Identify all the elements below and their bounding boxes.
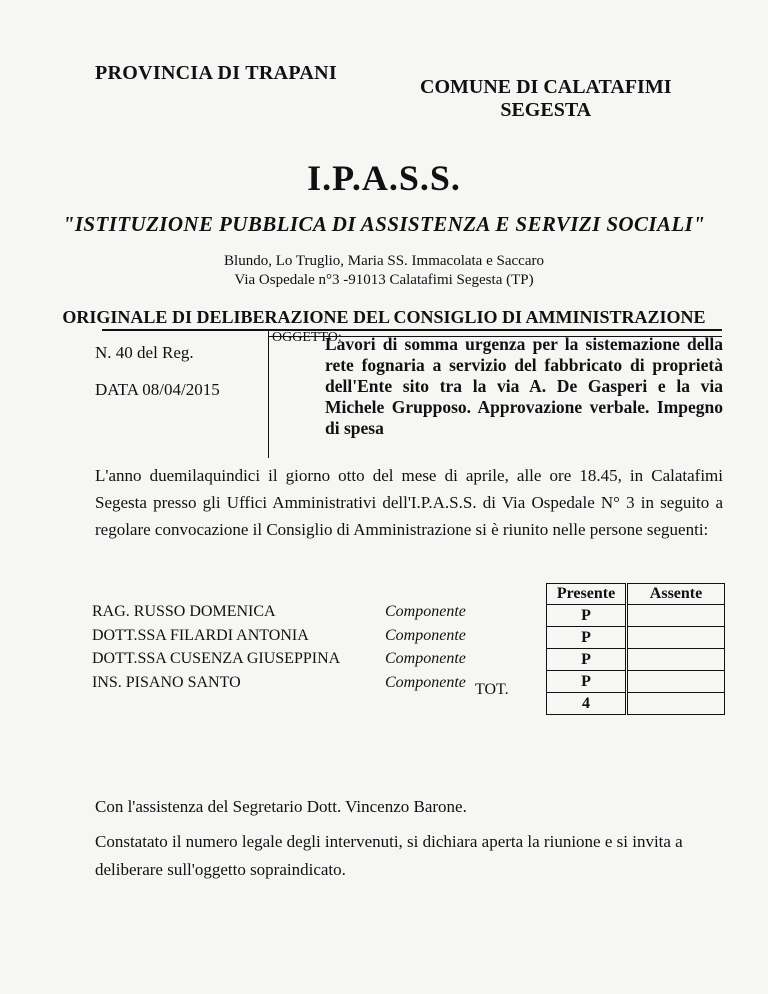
oggetto-label: OGGETTO: [272,330,342,345]
member-role: Componente [385,626,466,644]
intro-paragraph: L'anno duemilaquindici il giorno otto del mese di aprile, alle ore 18.45, in Calatafimi Segesta presso gli Uffici Amministrativi dell'I.P.A.S.S. di Via Ospedale N° 3 in seguito a regolare convocazione il Consiglio di Amministrazione si è riunito nelle persone seguenti: [95,466,723,539]
assistance-line: Con l'assistenza del Segretario Dott. Vincenzo Barone. [95,797,467,816]
member-role: Componente [385,673,466,691]
present-total: 4 [547,693,626,715]
registration-number: N. 40 del Reg. [95,343,194,362]
deliberation-date: DATA 08/04/2015 [95,380,220,399]
member-name: DOTT.SSA CUSENZA GIUSEPPINA [92,650,341,667]
heading-rule [102,329,722,331]
address-line2: Via Ospedale n°3 -91013 Calatafimi Segesta (TP) [234,272,534,288]
present-cell: P [547,649,626,671]
absent-cell [628,671,725,693]
document-title: I.P.A.S.S. [307,158,461,198]
absent-header: Assente [628,584,725,605]
member-name: INS. PISANO SANTO [92,673,241,691]
original-heading: ORIGINALE DI DELIBERAZIONE DEL CONSIGLIO DI AMMINISTRAZIONE [62,307,706,327]
member-role: Componente [385,603,466,620]
oggetto-text: Lavori di somma urgenza per la sistemazione della rete fognaria a servizio del fabbricato di proprietà dell'Ente sito tra la via A. De Gasperi e la via Michele Grupposo. Approvazione verbale. Impegno di spesa [325,334,723,438]
absent-cell [628,605,725,627]
comune-line2: SEGESTA [500,99,592,121]
comune-line1: COMUNE DI CALATAFIMI [420,76,672,98]
present-cell: P [547,627,626,649]
present-table [546,583,626,715]
section-divider [268,330,269,458]
total-label: TOT. [475,681,509,698]
quorum-statement: Constatato il numero legale degli intervenuti, si dichiara aperta la riunione e si invita a deliberare sull'oggetto sopraindicato. [95,832,683,879]
absent-total [628,693,725,715]
present-cell: P [547,671,626,693]
absent-table [627,583,725,715]
present-cell: P [547,605,626,627]
address-block [0,252,768,290]
member-name: RAG. RUSSO DOMENICA [92,603,276,620]
member-name: DOTT.SSA FILARDI ANTONIA [92,626,309,644]
present-header: Presente [547,584,626,605]
absent-cell [628,627,725,649]
address-line1: Blundo, Lo Truglio, Maria SS. Immacolata e Saccaro [224,253,544,269]
comune-heading [420,76,671,122]
document-subtitle: "ISTITUZIONE PUBBLICA DI ASSISTENZA E SERVIZI SOCIALI" [62,212,706,236]
provincia-heading: PROVINCIA DI TRAPANI [95,62,337,84]
member-names [92,600,340,694]
member-role: Componente [385,650,466,667]
absent-cell [628,649,725,671]
member-roles [385,600,466,694]
